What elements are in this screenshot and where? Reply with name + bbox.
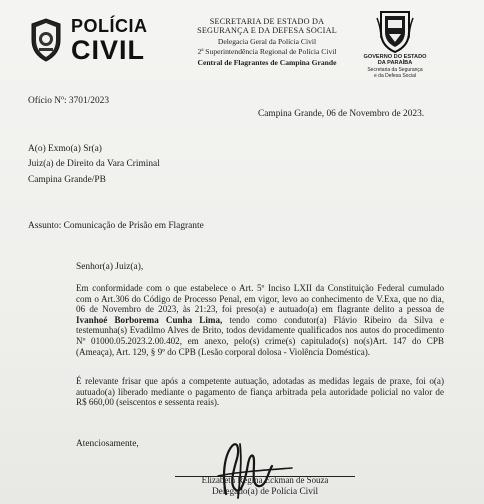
- paragraph-2: [76, 376, 444, 408]
- paragraph-1-line: Em conformidade com o que estabelece o Art. 5º Inciso LXII da Constituição Federal cumulado: [76, 283, 444, 293]
- state-seal-icon: [375, 8, 415, 54]
- salutation: Senhor(a) Juiz(a),: [76, 262, 144, 272]
- logo-word-policia: POLÍCIA: [71, 16, 148, 36]
- gov-line-4: e da Defesa Social: [374, 73, 416, 79]
- subject: Assunto: Comunicação de Prisão em Flagrante: [28, 221, 204, 231]
- recipient-line-2: Juiz(a) de Direito da Vara Criminal: [28, 159, 160, 169]
- header-line-4: 2ª Superintendência Regional de Polícia Civil: [197, 47, 337, 56]
- logo-word-civil: CIVIL: [71, 35, 146, 65]
- paragraph-1-line: Nº 01000.05.2023.2.00.402, em anexo, pelo(s) crime(s) capitulado(s) no(s)Art. 147 do CPB: [76, 335, 444, 346]
- header-line-3: Delegacia Geral da Polícia Civil: [217, 37, 317, 46]
- paragraph-1-line: testemunha(s) Evadilmo Alves de Brito, todos devidamente qualificados nos autos do procedimento: [76, 325, 444, 336]
- paragraph-1: [76, 283, 444, 357]
- gov-line-3: Secretaria da Segurança: [367, 67, 423, 73]
- arrested-person-name: Ivanhoé Borborema Cunha Lima,: [76, 314, 223, 325]
- paragraph-2-line: É relevante frisar que após a competente autuação, adotadas as medidas legais de praxe, foi o(a): [76, 376, 444, 386]
- paragraph-1-line: com o Art.306 do Código de Processo Penal, em vigor, levo ao conhecimento de V.Exa, que no dia,: [76, 293, 444, 304]
- closing: Atenciosamente,: [76, 439, 139, 449]
- paragraph-1-line: (Ameaça), Art. 129, § 9º do CPB (Lesão corporal dolosa - Violência Doméstica).: [76, 346, 371, 357]
- gov-line-1: GOVERNO DO ESTADO: [363, 54, 427, 60]
- paragraph-2-line: autuado(a) liberado mediante o pagamento de fiança arbitrada pela autoridade policial no valor de: [76, 386, 444, 397]
- gov-line-2: DA PARAÍBA: [377, 60, 413, 66]
- header-line-5: Central de Flagrantes de Campina Grande: [197, 58, 337, 67]
- oficio-number: Ofício Nº: 3701/2023: [28, 96, 110, 106]
- place-date: Campina Grande, 06 de Novembro de 2023.: [258, 109, 425, 119]
- header-line-2: SEGURANÇA E DA DEFESA SOCIAL: [197, 26, 337, 35]
- paragraph-1-line: 06 de Novembro de 2023, às 21:23, foi preso(a) e autuado(a) em flagrante delito a pessoa de: [76, 304, 444, 315]
- paragraph-1-line-with-name: Ivanhoé Borborema Cunha Lima, tendo como condutor(a) Flávio Ribeiro da Silva e: [76, 314, 445, 325]
- header-line-1: SECRETARIA DE ESTADO DA: [209, 17, 325, 26]
- police-badge-icon: [28, 18, 64, 62]
- recipient-line-1: A(o) Exmo(a) Sr(a): [28, 144, 102, 154]
- recipient-line-3: Campina Grande/PB: [28, 175, 106, 185]
- paragraph-2-line: R$ 660,00 (seiscentos e sessenta reais).: [76, 397, 220, 408]
- signer-name: Elizabeth Regina Eckman de Souza: [201, 475, 329, 485]
- signer-role: Delegado(a) de Polícia Civil: [211, 487, 319, 497]
